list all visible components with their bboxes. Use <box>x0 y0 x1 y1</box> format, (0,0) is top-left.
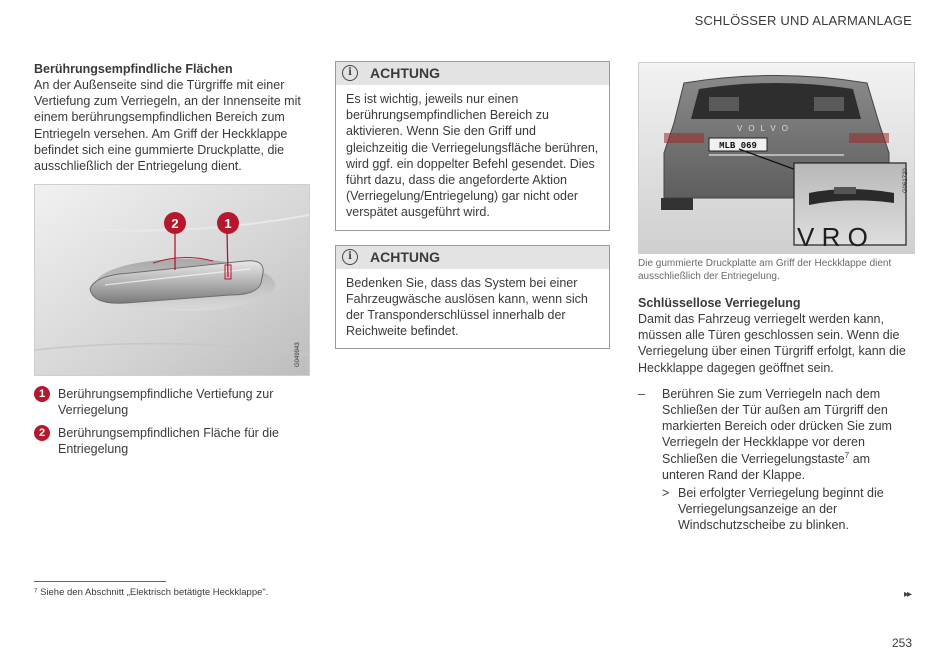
warning-header <box>336 62 609 85</box>
column-right <box>638 62 914 534</box>
step-text-part-b: am unteren Rand der Klappe. <box>662 451 871 482</box>
warning-title: ACHTUNG <box>370 65 440 81</box>
legend-text: Berührungsempfindliche Vertiefung zur Verriegelung <box>58 387 274 418</box>
instruction-list <box>638 386 914 534</box>
info-icon: i <box>342 65 358 81</box>
step-result <box>662 485 914 534</box>
warning-title: ACHTUNG <box>370 248 440 265</box>
result-text: Bei erfolgter Verriegelung beginnt die Verriegelungsanzeige an der Windschutzscheibe zu blinken. <box>678 486 884 533</box>
footnote: ⁷ Siehe den Abschnitt „Elektrisch betätigte Heckklappe". <box>34 587 269 598</box>
step-text-part-a: Berühren Sie zum Verriegeln nach dem Schließen der Tür außen am Türgriff den markierten Bereich oder drücken Sie zum Verriegeln der Heckklappe vor deren Schließen die Verriegelungstaste <box>662 386 892 466</box>
warning-box-2 <box>335 245 610 350</box>
svg-text:VOLVO: VOLVO <box>737 124 794 133</box>
plate-text: MLB 069 <box>719 141 757 151</box>
warning-box-1 <box>335 61 610 231</box>
tailgate-illustration <box>639 63 914 253</box>
figure-legend <box>34 386 310 457</box>
section-heading-keyless-locking: Schlüssellose Verriegelung <box>638 296 801 310</box>
tailgate-figure <box>638 62 915 254</box>
legend-number-badge: 2 <box>34 425 50 441</box>
image-code: G061720 <box>903 168 909 193</box>
warning-text: Es ist wichtig, jeweils nur einen berührungsempfindlichen Bereich zu aktivieren. Wenn Sie den Griff und gleichzeitig die Verriegelungsfläche berühren, wird ggf. ein doppelter Befehl gesendet. Dies führt dazu, dass die angeforderte Aktion (Verriegelung/Entriegelung) gar nicht oder verspätet ausgeführt wird. <box>346 92 599 220</box>
footnote-divider <box>34 581 166 582</box>
svg-text:V R O: V R O <box>797 222 868 252</box>
result-marker: > <box>662 486 670 501</box>
column-left <box>34 61 310 463</box>
next-page-arrow-icon: ▸▸ <box>903 589 910 600</box>
callout-1-label: 1 <box>224 216 232 232</box>
section-title: SCHLÖSSER UND ALARMANLAGE <box>694 13 912 28</box>
column-middle <box>335 61 610 349</box>
step-dash: – <box>638 386 645 401</box>
intro-paragraph: An der Außenseite sind die Türgriffe mit einer Vertiefung zum Verriegeln, an der Innenseite mit einem berührungsempfindlichen Bereich zum Entriegeln versehen. Am Griff der Heckklappe befindet sich eine gummierte Druckplatte, die ausschließlich der Entriegelung dient. <box>34 78 301 174</box>
instruction-step <box>638 386 914 483</box>
step-text <box>662 386 914 483</box>
footnote-ref: 7 <box>844 450 850 460</box>
image-code: G049943 <box>295 342 301 368</box>
legend-text: Berührungsempfindlichen Fläche für die Entriegelung <box>58 425 279 456</box>
page-number: 253 <box>891 636 912 650</box>
door-handle-illustration <box>35 185 309 375</box>
warning-header <box>336 246 609 269</box>
callout-2-label: 2 <box>171 216 179 232</box>
legend-item-2 <box>34 425 310 457</box>
door-handle-figure <box>34 184 310 376</box>
figure-caption: Die gummierte Druckplatte am Griff der Heckklappe dient ausschließlich der Entriegelung. <box>638 258 892 282</box>
info-icon: i <box>342 249 358 265</box>
warning-text: Bedenken Sie, dass das System bei einer Fahrzeugwäsche auslösen kann, wenn sich der Transponderschlüssel innerhalb der Reichweite befindet. <box>346 275 588 339</box>
legend-item-1 <box>34 386 310 418</box>
legend-number-badge: 1 <box>34 386 50 402</box>
keyless-paragraph: Damit das Fahrzeug verriegelt werden kann, müssen alle Türen geschlossen sein. Wenn die Verriegelung über einen Türgriff erfolgt, kann die Heckklappe dagegen geöffnet sein. <box>638 312 906 375</box>
section-heading-touch-areas: Berührungsempfindliche Flächen <box>34 62 233 76</box>
